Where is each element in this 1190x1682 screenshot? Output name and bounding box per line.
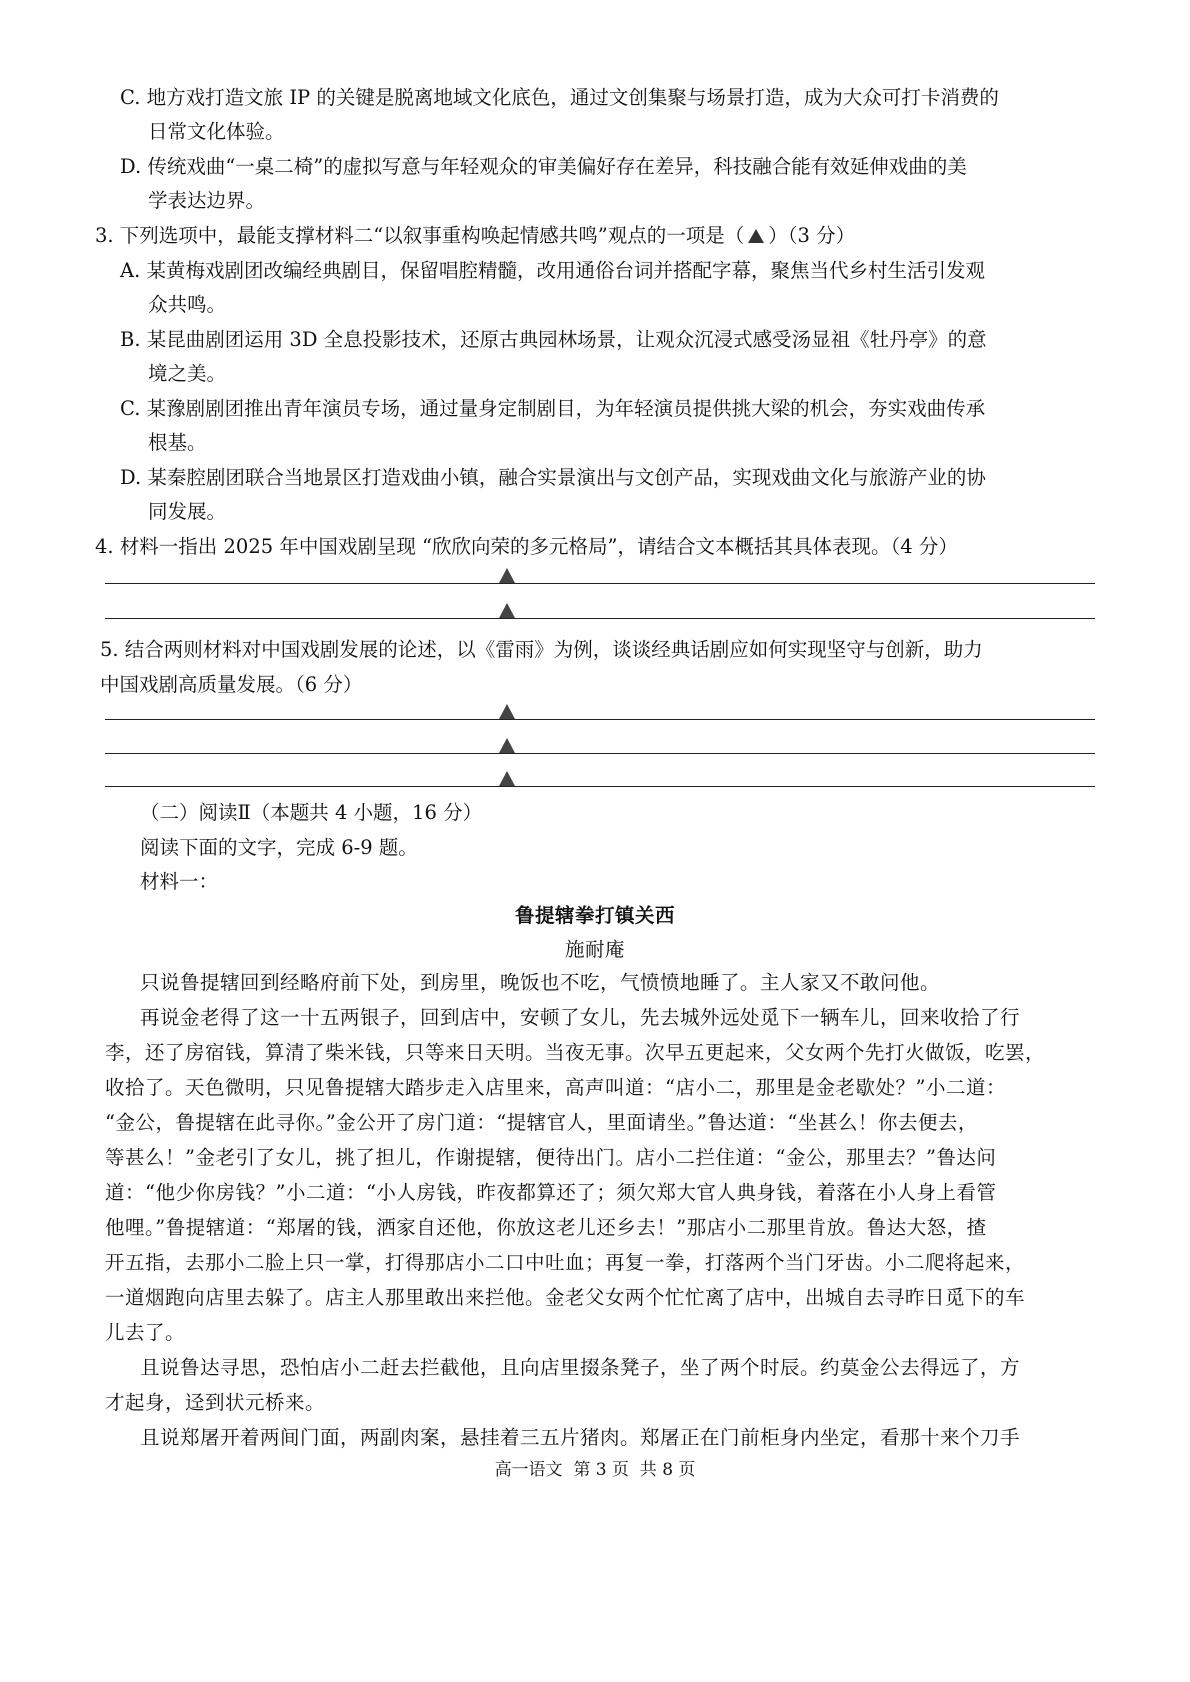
paragraph-2-line: “金公，鲁提辖在此寻你。”金公开了房门道：“提辖官人，里面请坐。”鲁达道：“坐甚么！你去便去， [105, 1111, 978, 1134]
answer-triangle-icon [499, 771, 515, 786]
paragraph-3-line: 才起身，迳到状元桥来。 [105, 1391, 326, 1414]
paragraph-2-line: 一道烟跑向店里去躲了。店主人那里敢出来拦他。金老父女两个忙忙离了店中，出城自去寻昨日觅下的车 [105, 1286, 1026, 1309]
passage-title: 鲁提辖拳打镇关西 [514, 904, 675, 927]
q3-option-c-line1: C. 某豫剧剧团推出青年演员专场，通过量身定制剧目，为年轻演员提供挑大梁的机会，夯实戏曲传承 [120, 397, 986, 420]
option-c-line1: C. 地方戏打造文旅 IP 的关键是脱离地域文化底色，通过文创集聚与场景打造，成为大众可打卡消费的 [120, 86, 999, 109]
paragraph-4-line: 且说郑屠开着两间门面，两副肉案，悬挂着三五片猪肉。郑屠正在门前柜身内坐定，看那十来个刀手 [140, 1426, 1021, 1449]
paragraph-2-line: 李，还了房宿钱，算清了柴米钱，只等来日天明。当夜无事。次早五更起来，父女两个先打火做饭，吃罢， [105, 1041, 1046, 1064]
paragraph-2-line: 他哩。”鲁提辖道：“郑屠的钱，洒家自还他，你放这老儿还乡去！”那店小二那里肯放。鲁达大怒，揸 [105, 1216, 987, 1239]
answer-line[interactable] [105, 583, 1095, 584]
paragraph-1: 只说鲁提辖回到经略府前下处，到房里，晚饭也不吃，气愤愤地睡了。主人家又不敢问他。 [140, 971, 941, 994]
paragraph-3-line: 且说鲁达寻思，恐怕店小二赶去拦截他，且向店里掇条凳子，坐了两个时辰。约莫金公去得远了，方 [140, 1356, 1021, 1379]
answer-triangle-icon [748, 229, 764, 243]
answer-line[interactable] [105, 753, 1095, 754]
answer-triangle-icon [499, 568, 515, 583]
paragraph-2-line: 等甚么！”金老引了女儿，挑了担儿，作谢提辖，便待出门。店小二拦住道：“金公，那里去？”鲁达问 [105, 1146, 997, 1169]
option-c-line2: 日常文化体验。 [148, 120, 285, 143]
question-3-stem-b: ）（3 分） [768, 224, 856, 247]
option-d-line2: 学表达边界。 [148, 189, 266, 212]
passage-author: 施耐庵 [564, 938, 625, 961]
answer-line[interactable] [105, 786, 1095, 787]
section-instruction: 阅读下面的文字，完成 6-9 题。 [140, 836, 418, 859]
q3-option-c-line2: 根基。 [148, 431, 207, 454]
q3-option-b-line1: B. 某昆曲剧团运用 3D 全息投影技术，还原古典园林场景，让观众沉浸式感受汤显祖《牡丹亭》的意 [120, 328, 987, 351]
question-3-stem-a: 3. 下列选项中，最能支撑材料二“以叙事重构唤起情感共鸣”观点的一项是（ [95, 224, 745, 247]
page-footer: 高一语文 第 3 页 共 8 页 [494, 1460, 696, 1480]
paragraph-2-line: 道：“他少你房钱？”小二道：“小人房钱，昨夜都算还了；须欠郑大官人典身钱，着落在小人身上看管 [105, 1181, 997, 1204]
q3-option-a-line1: A. 某黄梅戏剧团改编经典剧目，保留唱腔精髓，改用通俗台词并搭配字幕，聚焦当代乡村生活引发观 [120, 259, 985, 282]
answer-triangle-icon [499, 603, 515, 618]
q3-option-b-line2: 境之美。 [148, 362, 227, 385]
section-header: （二）阅读Ⅱ（本题共 4 小题，16 分） [140, 801, 483, 824]
paragraph-2-line: 收拾了。天色微明，只见鲁提辖大踏步走入店里来，高声叫道：“店小二，那里是金老歇处？”小二道： [105, 1076, 1006, 1099]
material-label: 材料一： [140, 870, 219, 893]
q3-option-d-line1: D. 某秦腔剧团联合当地景区打造戏曲小镇，融合实景演出与文创产品，实现戏曲文化与旅游产业的协 [120, 466, 986, 489]
question-5-stem-line2: 中国戏剧高质量发展。（6 分） [100, 673, 363, 696]
option-d-line1: D. 传统戏曲“一桌二椅”的虚拟写意与年轻观众的审美偏好存在差异，科技融合能有效延伸戏曲的美 [120, 155, 967, 178]
q3-option-a-line2: 众共鸣。 [148, 293, 227, 316]
paragraph-2-line: 开五指，去那小二脸上只一掌，打得那店小二口中吐血；再复一拳，打落两个当门牙齿。小二爬将起来， [105, 1251, 1026, 1274]
answer-line[interactable] [105, 618, 1095, 619]
answer-triangle-icon [499, 704, 515, 719]
q3-option-d-line2: 同发展。 [148, 500, 227, 523]
answer-triangle-icon [499, 738, 515, 753]
question-5-stem-line1: 5. 结合两则材料对中国戏剧发展的论述，以《雷雨》为例，谈谈经典话剧应如何实现坚守与创新，助力 [100, 638, 983, 661]
answer-line[interactable] [105, 719, 1095, 720]
paragraph-2-line: 儿去了。 [105, 1321, 186, 1344]
paragraph-2-line: 再说金老得了这一十五两银子，回到店中，安顿了女儿，先去城外远处觅下一辆车儿，回来收拾了行 [140, 1006, 1021, 1029]
question-4-stem: 4. 材料一指出 2025 年中国戏剧呈现 “欣欣向荣的多元格局”，请结合文本概括其具体表现。（4 分） [95, 535, 958, 558]
question-3-stem [95, 226, 855, 246]
